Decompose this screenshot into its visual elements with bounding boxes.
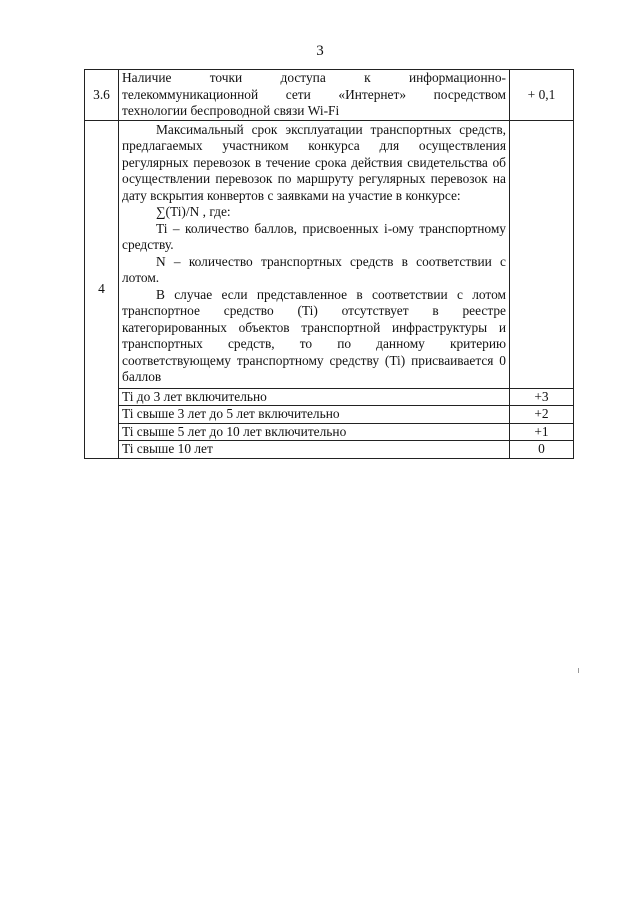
description-line: Наличие точки доступа к информационно- [122, 70, 506, 85]
description-line: технологии беспроводной связи Wi-Fi [122, 103, 340, 118]
ti-option-score: 0 [510, 441, 574, 459]
table-row-ti-option [85, 388, 574, 406]
row-number: 4 [85, 120, 119, 458]
ti-option-label: Ti свыше 3 лет до 5 лет включительно [119, 406, 510, 424]
table-row-ti-option [85, 423, 574, 441]
ti-option-score: +3 [510, 388, 574, 406]
ti-definition [122, 221, 506, 254]
paragraph-registry-note: В случае если представленное в соответствии с лотом транспортное средство (Ti) отсутствует в реестре категорированных объектов транспортной инфраструктуры и транспортных средств, то по данному критерию соответствующему транспортному средству (Ti) присваивается 0 баллов [122, 286, 506, 384]
criterion-score: + 0,1 [510, 70, 574, 121]
table-row-ti-option [85, 406, 574, 424]
ti-definition-text: Ti – количество баллов, присвоенных i-ому транспортному средству. [122, 220, 506, 252]
ti-option-score: +2 [510, 406, 574, 424]
row-number: 3.6 [85, 70, 119, 121]
n-definition: N – количество транспортных средств в соответствии с лотом. [122, 253, 506, 285]
table-row-4 [85, 120, 574, 388]
criteria-table [84, 69, 574, 459]
page-number: 3 [316, 43, 324, 59]
formula: ∑(Ti)/N , где: [156, 204, 231, 219]
criterion-description [119, 70, 510, 121]
ti-option-label: Ti до 3 лет включительно [119, 388, 510, 406]
criterion-score-empty [510, 120, 574, 388]
scan-artifact-mark [578, 668, 579, 673]
ti-option-label: Ti свыше 10 лет [119, 441, 510, 459]
criterion-description [119, 120, 510, 388]
description-line: телекоммуникационной сети «Интернет» посредством [122, 86, 506, 102]
table-row-ti-option [85, 441, 574, 459]
ti-option-score: +1 [510, 423, 574, 441]
paragraph-max-age: Максимальный срок эксплуатации транспортных средств, предлагаемых участником конкурса для осуществления регулярных перевозок в течение срока действия свидетельства об осуществлении перевозок по маршруту регулярных перевозок на дату вскрытия конвертов с заявками на участие в конкурсе: [122, 121, 506, 203]
table-row-3-6 [85, 70, 574, 121]
ti-option-label: Ti свыше 5 лет до 10 лет включительно [119, 423, 510, 441]
